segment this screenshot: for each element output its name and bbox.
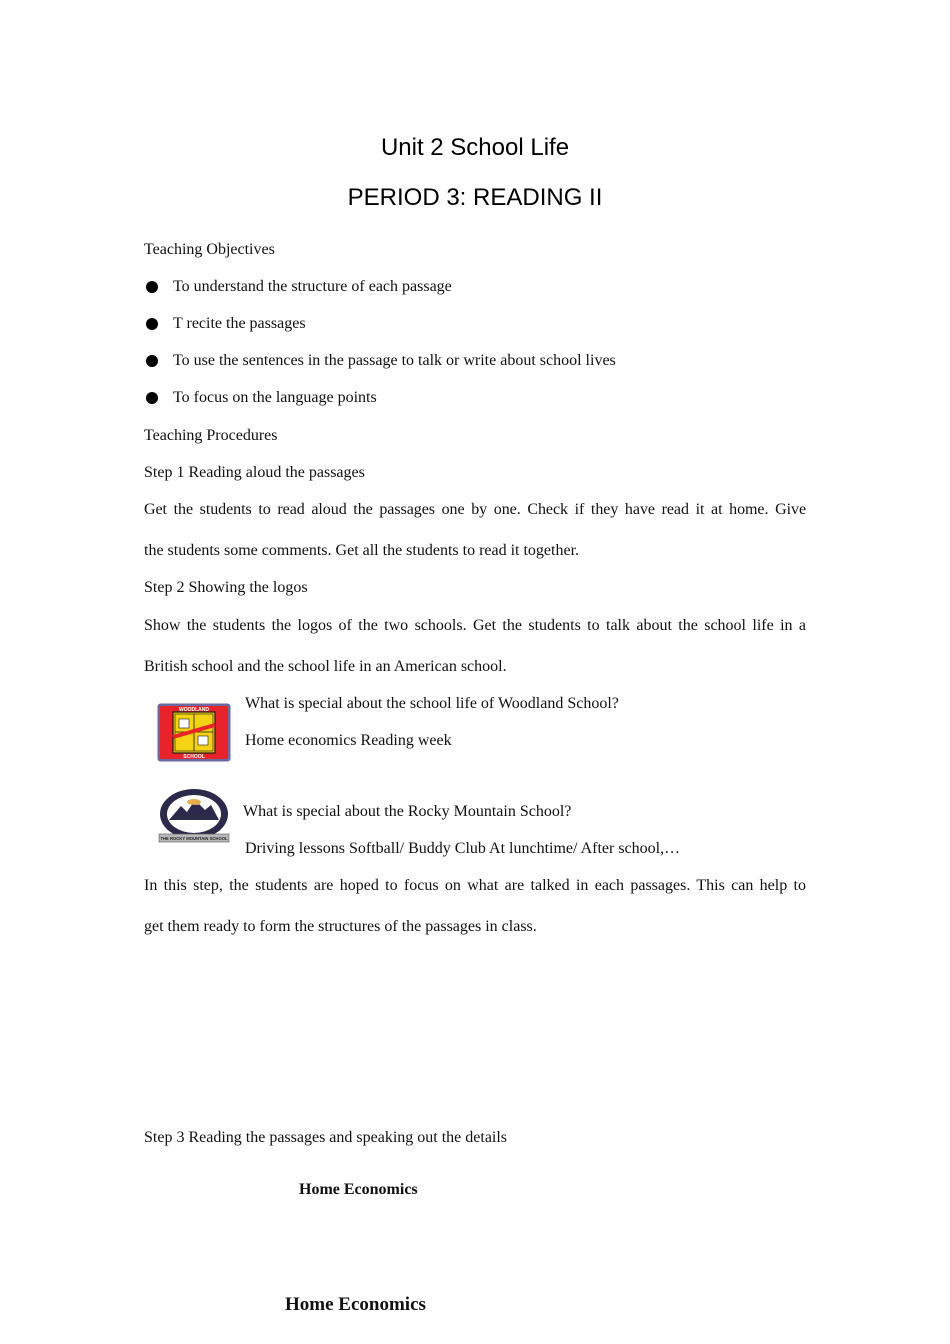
step1-text-line: Get the students to read aloud the passages one by one. Check if they have read it at home. Give xyxy=(144,501,806,518)
objectives-heading: Teaching Objectives xyxy=(144,241,275,258)
objective-item: T recite the passages xyxy=(173,315,306,332)
step2-summary-line: In this step, the students are hoped to focus on what are talked in each passages. This can help to xyxy=(144,877,806,894)
objective-item: To use the sentences in the passage to talk or write about school lives xyxy=(173,352,616,369)
bullet-icon xyxy=(146,281,158,293)
logo-text: SCHOOL xyxy=(183,754,205,760)
page-title: Unit 2 School Life xyxy=(380,134,570,161)
rocky-question: What is special about the Rocky Mountain School? xyxy=(243,803,572,820)
objective-item: To understand the structure of each passage xyxy=(173,278,452,295)
objective-item: To focus on the language points xyxy=(173,389,377,406)
logo-text: THE ROCKY MOUNTAIN SCHOOL xyxy=(160,836,228,841)
logo-text: WOODLAND xyxy=(179,707,209,713)
step1-text-line: the students some comments. Get all the students to read it together. xyxy=(144,542,580,559)
step1-heading: Step 1 Reading aloud the passages xyxy=(144,464,365,481)
woodland-question: What is special about the school life of Woodland School? xyxy=(245,695,619,712)
bullet-icon xyxy=(146,392,158,404)
step2-heading: Step 2 Showing the logos xyxy=(144,579,308,596)
step2-summary-line: get them ready to form the structures of the passages in class. xyxy=(144,918,537,935)
woodland-answer: Home economics Reading week xyxy=(245,732,452,749)
bullet-icon xyxy=(146,355,158,367)
step2-text-line: Show the students the logos of the two schools. Get the students to talk about the school life in a xyxy=(144,617,806,634)
step3-heading: Step 3 Reading the passages and speaking out the details xyxy=(144,1129,508,1146)
rocky-answer: Driving lessons Softball/ Buddy Club At lunchtime/ After school,… xyxy=(245,840,681,857)
step2-text-line: British school and the school life in an American school. xyxy=(144,658,507,675)
procedures-heading: Teaching Procedures xyxy=(144,427,278,444)
section-label-home-economics: Home Economics xyxy=(299,1181,418,1198)
woodland-school-logo xyxy=(157,703,231,762)
rocky-mountain-school-logo xyxy=(157,788,231,848)
section-label-home-economics: Home Economics xyxy=(285,1294,426,1315)
bullet-icon xyxy=(146,318,158,330)
page-subtitle: PERIOD 3: READING II xyxy=(347,184,603,211)
